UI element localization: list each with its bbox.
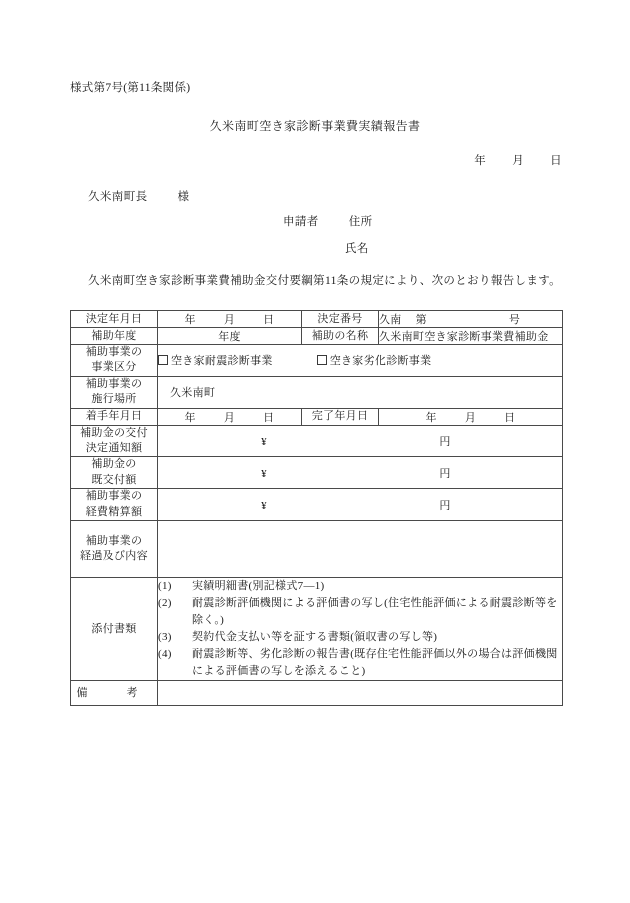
attachment-number: (4) [158,648,172,661]
date-month-label: 月 [512,155,525,167]
applicant-label: 申請者 [283,216,319,228]
cell-value-attachments [158,577,563,680]
cell-label-location [71,376,158,408]
cell-value-fiscal-year: 年度 [158,328,302,345]
progress-label-line1: 補助事業の [85,534,143,547]
applicant-address-line [283,213,373,229]
decision-number-prefix: 久南 [379,314,402,326]
progress-label-line2: 経過及び内容 [80,549,148,562]
complete-day-label: 日 [504,411,516,424]
cell-value-grant-notice-amount [158,425,563,457]
table-row-attachments [71,577,563,680]
location-label-line1: 補助事業の [85,377,143,390]
attachment-list-item [158,578,562,595]
cell-label-start-date: 着手年月日 [71,408,158,425]
location-label-line2: 施行場所 [91,393,137,406]
intro-paragraph: 久米南町空き家診断事業費補助金交付要綱第11条の規定により、次のとおり報告します。 [88,275,561,287]
cell-label-subsidy-name: 補助の名称 [302,328,379,345]
project-type-label-line2: 事業区分 [91,361,137,374]
cell-value-location: 久米南町 [158,376,563,408]
cell-value-decision-number [379,311,563,328]
cell-label-grant-notice-amount [71,425,158,457]
attachment-list-item [158,595,562,629]
addressee-name: 久米南町長 [88,191,148,203]
cell-label-progress [71,520,158,577]
attachment-number: (2) [158,596,172,609]
attachment-text: 契約代金支払い等を証する書類(領収書の写し等) [192,631,438,644]
checkbox-seismic-diagnosis[interactable] [158,352,273,368]
cell-label-fiscal-year: 補助年度 [71,328,158,345]
applicant-address-label: 住所 [348,216,373,228]
addressee-line [88,188,189,204]
checkbox-deterioration-diagnosis[interactable] [317,352,432,368]
attachment-text: 耐震診断等、劣化診断の報告書(既存住宅性能評価以外の場合は評価機関による評価書の写しを添えること) [192,648,558,678]
attachment-number: (3) [158,631,172,644]
decision-year-label: 年 [184,314,196,326]
start-month-label: 月 [223,411,236,424]
date-day-label: 日 [550,155,562,167]
cell-label-already-paid-amount [71,457,158,489]
cell-value-progress[interactable] [158,520,563,577]
applicant-name-line [345,240,369,256]
cell-label-remarks [71,681,158,706]
cell-value-project-type [158,345,563,377]
cell-label-complete-date: 完了年月日 [302,408,379,425]
already-paid-label-line1: 補助金の [91,458,137,471]
cell-label-attachments: 添付書類 [71,577,158,680]
currency-unit: 円 [439,467,451,480]
cell-value-start-date [158,408,302,425]
table-row-progress [71,520,563,577]
complete-date-fields [426,409,516,425]
cell-value-subsidy-name: 久米南町空き家診断事業費補助金 [379,328,563,345]
checkbox-icon[interactable] [317,355,327,365]
remarks-label: 備 考 [76,686,152,699]
settlement-label-line2: 経費精算額 [85,505,143,518]
form-number: 様式第7号(第11条関係) [70,82,191,94]
cell-value-decision-date [158,311,302,328]
table-row-project-type [71,345,563,377]
attachment-list-item [158,629,562,646]
grant-notice-label-line2: 決定通知額 [85,441,143,454]
table-row-remarks [71,681,563,706]
attachment-text: 実績明細書(別記様式7—1) [192,579,325,592]
table-row-already-paid-amount [71,457,563,489]
cell-value-remarks[interactable] [158,681,563,706]
start-year-label: 年 [184,411,196,424]
cell-value-complete-date [379,408,563,425]
cell-label-project-type [71,345,158,377]
cell-label-settlement-amount [71,489,158,521]
cell-label-decision-number: 決定番号 [302,311,379,328]
grant-notice-amount-field [158,436,520,448]
report-form-table [70,310,563,706]
decision-number-suffix: 号 [508,314,521,326]
table-row-grant-notice-amount [71,425,563,457]
start-day-label: 日 [263,411,275,424]
date-year-label: 年 [474,155,487,167]
currency-unit: 円 [439,499,451,512]
table-row-location [71,376,563,408]
already-paid-label-line2: 既交付額 [91,473,137,486]
currency-symbol: ¥ [261,435,267,448]
attachment-list-item [158,646,562,680]
attachment-number: (1) [158,579,172,592]
complete-year-label: 年 [425,411,437,424]
table-row-start-complete-date [71,408,563,425]
table-row-settlement-amount [71,489,563,521]
attachment-text: 耐震診断評価機関による評価書の写し(住宅性能評価による耐震診断等を除く。) [192,596,558,626]
checkbox-seismic-diagnosis-label: 空き家耐震診断事業 [171,355,273,368]
decision-month-label: 月 [223,314,236,326]
currency-symbol: ¥ [261,467,267,480]
page-title: 久米南町空き家診断事業費実績報告書 [209,119,421,133]
settlement-amount-field [158,500,520,512]
already-paid-amount-field [158,468,520,480]
cell-label-decision-date: 決定年月日 [71,311,158,328]
decision-day-label: 日 [263,314,275,326]
checkbox-icon[interactable] [158,355,168,365]
project-type-label-line1: 補助事業の [85,346,143,358]
table-row-fiscal-year [71,328,563,345]
decision-date-fields [185,311,275,327]
grant-notice-label-line1: 補助金の交付 [80,426,148,439]
currency-unit: 円 [439,435,451,448]
start-date-fields [185,409,275,425]
addressee-honorific: 様 [177,191,190,203]
cell-value-settlement-amount [158,489,563,521]
table-row-decision-date [71,311,563,328]
applicant-name-label: 氏名 [345,243,369,255]
checkbox-deterioration-diagnosis-label: 空き家劣化診断事業 [329,355,432,368]
settlement-label-line1: 補助事業の [85,490,143,503]
cell-value-already-paid-amount [158,457,563,489]
document-date-line [474,152,562,168]
decision-number-fields [379,314,520,326]
complete-month-label: 月 [464,411,477,424]
currency-symbol: ¥ [261,499,267,512]
decision-number-dai: 第 [415,314,427,326]
